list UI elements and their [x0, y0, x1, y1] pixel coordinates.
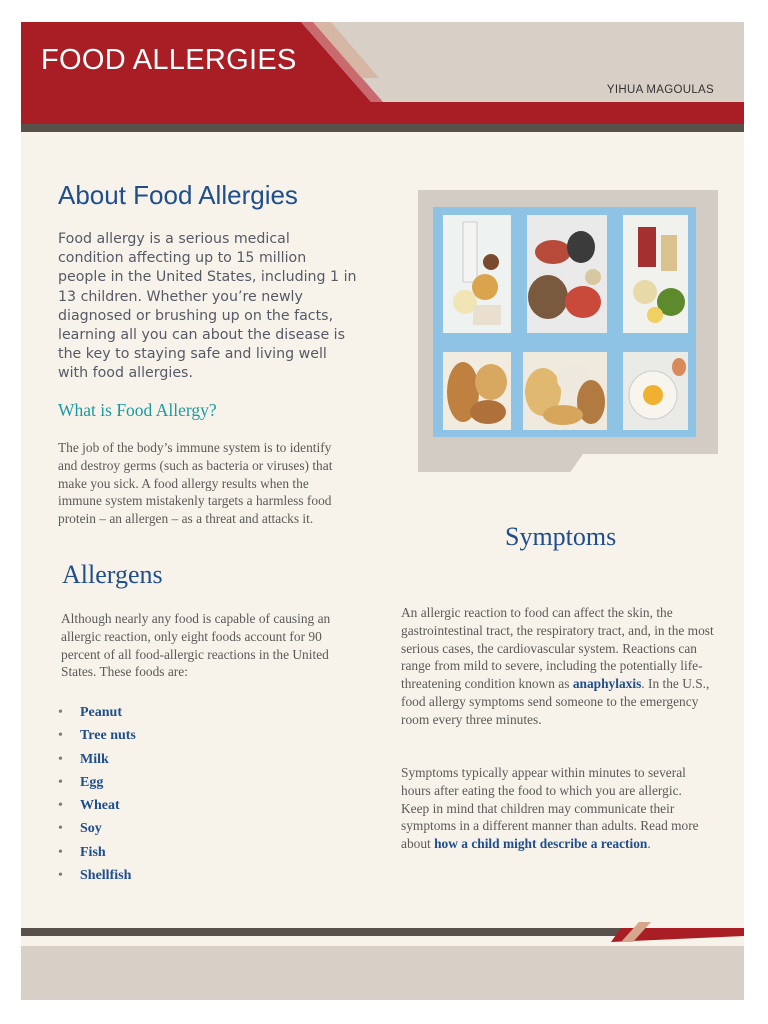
list-item: • Soy [58, 821, 136, 844]
symptoms-heading: Symptoms [505, 522, 617, 551]
page-title: FOOD ALLERGIES [41, 44, 297, 76]
list-item: • Peanut [58, 705, 136, 728]
allergen-food-photo [433, 207, 696, 437]
list-item: • Tree nuts [58, 728, 136, 751]
seafood-tile [527, 215, 607, 333]
symptoms-paragraph-2 [401, 764, 711, 853]
header-rule [21, 124, 744, 132]
what-paragraph: The job of the body’s immune system is to identify and destroy germs (such as bacteria or viruses) that make you sick. A food allergy results when the immune system mistakenly targets a harmless food protein – an allergen – as a threat and attacks it. [58, 440, 333, 527]
dairy-tile [443, 215, 511, 333]
symptoms-text-1a: An allergic reaction to food can affect the skin, the gastrointestinal tract, the respiratory tract, and, in the most serious cases, the cardiovascular system. Reactions can range from mild to severe, including the potentially life-threatening condition known as [401, 605, 714, 692]
list-item: • Fish [58, 845, 136, 868]
allergen-list [58, 705, 136, 891]
list-item: • Milk [58, 752, 136, 775]
food-photo-grid [433, 207, 696, 437]
soy-tile [623, 215, 688, 333]
footer-band [21, 946, 744, 1000]
author-name: YIHUA MAGOULAS [606, 84, 714, 96]
about-paragraph: Food allergy is a serious medical condition affecting up to 15 million people in the United States, including 1 in 13 children. Whether you’re newly diagnosed or brushing up on the facts, learning all you can about the disease is the key to staying safe and living well with food allergies. [58, 231, 357, 382]
wheat-tile [443, 352, 511, 430]
nuts-tile [523, 352, 607, 430]
what-heading: What is Food Allergy? [58, 400, 217, 420]
list-item: • Egg [58, 775, 136, 798]
allergens-heading: Allergens [62, 560, 163, 589]
about-heading: About Food Allergies [58, 180, 298, 210]
document-page [21, 22, 744, 1000]
anaphylaxis-link[interactable]: anaphylaxis [572, 676, 642, 692]
image-frame-notch [569, 454, 739, 474]
child-reaction-link[interactable]: how a child might describe a reaction [434, 836, 648, 852]
list-item: • Shellfish [58, 868, 136, 891]
list-item: • Wheat [58, 798, 136, 821]
allergens-intro: Although nearly any food is capable of causing an allergic reaction, only eight foods account for 90 percent of all food-allergic reactions in the United States. These foods are: [61, 611, 331, 680]
symptoms-text-2a: Symptoms typically appear within minutes to several hours after eating the food to which you are allergic. Keep in mind that children may communicate their symptoms in a different manner than adults. Read more about [401, 765, 699, 852]
symptoms-text-1b: . In the U.S., food allergy symptoms send someone to the emergency room every three minutes. [401, 676, 710, 727]
symptoms-paragraph-1 [401, 604, 721, 729]
symptoms-text-2b: . [647, 836, 651, 852]
egg-tile [623, 352, 688, 430]
